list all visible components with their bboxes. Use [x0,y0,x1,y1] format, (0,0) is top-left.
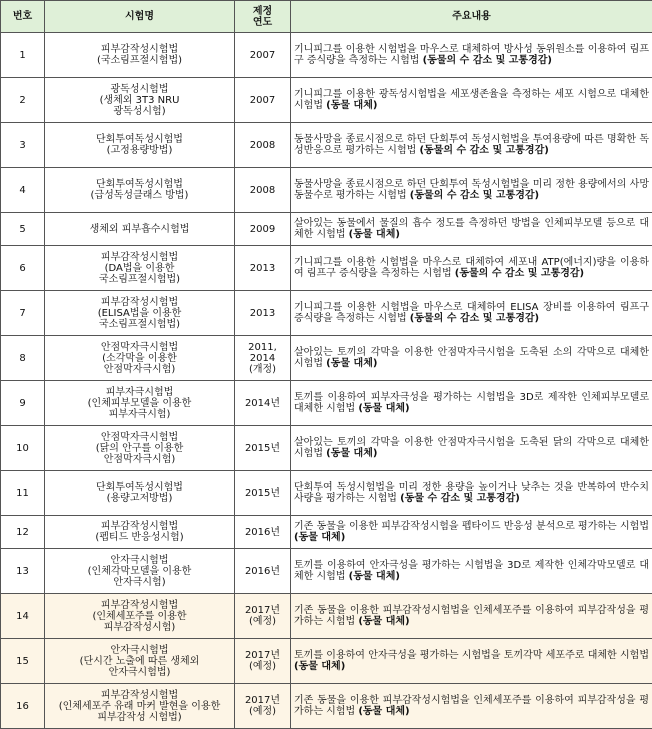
test-name-line: 피부자극시험법 [106,387,174,398]
test-name [45,291,235,336]
enactment-year-line: 2013 [250,308,275,319]
enactment-year [235,78,291,123]
enactment-year [235,33,291,78]
enactment-year-line: 2013 [250,263,275,274]
table-row [1,291,652,336]
content-text: 기니피그를 이용한 시험법을 마우스로 대체하여 방사성 동위원소를 이용하여 림프구 증식량을 측정하는 시험법 [294,44,649,66]
enactment-year [235,426,291,471]
header-year [235,1,291,33]
content-text: 기존 동물을 이용한 피부감작성시험을 펩타이드 반응성 분석으로 평가하는 시험법 [294,521,649,532]
enactment-year-line: 2017년 [245,650,280,661]
test-name-line: (닭의 안구를 이용한 [96,443,184,454]
table-row [1,516,652,549]
row-number: 4 [1,168,45,213]
enactment-year-line: (예정) [249,706,276,717]
table-row [1,123,652,168]
content-highlight: (동물의 수 감소 및 고통경감) [455,268,584,279]
enactment-year [235,594,291,639]
enactment-year-line: 2014년 [245,398,280,409]
test-name-line: 안자극시험법 [111,645,169,656]
enactment-year-line: 2017년 [245,605,280,616]
test-name-line: 피부감작성시험법 [101,521,178,532]
row-number: 5 [1,213,45,246]
content-highlight: (동물의 수 감소 및 고통경감) [419,145,548,156]
content-highlight: (동물 대체) [358,706,409,717]
content-highlight: (동물의 수 감소 및 고통경감) [410,190,539,201]
row-number: 10 [1,426,45,471]
enactment-year-line: 2008 [250,140,275,151]
enactment-year [235,123,291,168]
test-name [45,168,235,213]
row-number: 2 [1,78,45,123]
test-name-line: (국소림프절시험법) [97,55,182,66]
header-no: 번호 [1,1,45,33]
test-name-line: (펩티드 반응성시험) [95,532,183,543]
row-number: 6 [1,246,45,291]
enactment-year-line: 2008 [250,185,275,196]
test-name-line: 국소림프절시험법) [99,274,180,285]
test-name [45,336,235,381]
test-name-line: 안자극시험) [113,577,165,588]
content-highlight: (동물 대체) [349,571,400,582]
content-text: 기존 동물을 이용한 피부감작성시험법을 인체세포주를 이용하여 피부감작성을 평가하는 시험법 [294,605,649,627]
content-highlight: (동물 대체) [294,661,345,672]
test-name [45,471,235,516]
test-name-line: (급성독성클래스 방법) [91,190,189,201]
test-name-line: (인체각막모델을 이용한 [88,566,192,577]
test-name-line: 피부감작성시험법 [101,297,178,308]
test-name-line: 광독성시험법 [111,84,169,95]
main-content [291,123,652,168]
table-row [1,78,652,123]
enactment-year-line: (예정) [249,661,276,672]
test-name-line: (인체세포주를 이용한 [92,611,186,622]
enactment-year-line: 2007 [250,50,275,61]
test-name [45,684,235,729]
test-name-line: (용량고저방법) [107,493,173,504]
content-text: 토끼를 이용하여 안자극성을 평가하는 시험법을 3D로 제작한 인체각막모델로 대체한 시험법 [294,560,649,582]
main-content [291,426,652,471]
table-row [1,381,652,426]
row-number: 9 [1,381,45,426]
content-highlight: (동물의 수 감소 및 고통경감) [410,313,539,324]
table-row [1,213,652,246]
test-name-line: 광독성시험) [113,106,165,117]
header-year-line: 연도 [253,17,272,28]
main-content [291,516,652,549]
table-row [1,246,652,291]
main-content [291,594,652,639]
main-content [291,336,652,381]
content-highlight: (동물 수 감소 및 고통경감) [400,493,520,504]
test-name-line: 단회투여독성시험법 [96,134,183,145]
test-name-line: 안점막자극시험법 [101,342,178,353]
table-row [1,426,652,471]
enactment-year [235,336,291,381]
test-name-line: 피부자극시험) [109,409,171,420]
test-name-line: 안자극시험법 [111,555,169,566]
table-row [1,168,652,213]
enactment-year [235,213,291,246]
enactment-year-line: 2017년 [245,695,280,706]
main-content [291,168,652,213]
enactment-year-line: 2011, [248,342,277,353]
test-name-line: 피부감작성시험법 [101,44,178,55]
test-name-line: 피부감작성시험) [104,622,176,633]
test-name [45,123,235,168]
test-name [45,246,235,291]
row-number: 12 [1,516,45,549]
test-name-line: 단회투여독성시험법 [96,179,183,190]
main-content [291,33,652,78]
main-content [291,213,652,246]
content-highlight: (동물의 수 감소 및 고통경감) [423,55,552,66]
row-number: 16 [1,684,45,729]
main-content [291,684,652,729]
test-name-line: (고정용량방법) [107,145,173,156]
content-text: 토끼를 이용하여 피부자극성을 평가하는 시험법을 3D로 제작한 인체피부모델로 대체한 시험법 [294,392,649,414]
test-name-line: 피부감작성 시험법) [97,712,181,723]
enactment-year-line: 2016년 [245,527,280,538]
test-name-line: 피부감작성시험법 [101,252,178,263]
test-name-line: 안점막자극시험) [104,364,176,375]
table-row [1,684,652,729]
test-name [45,549,235,594]
content-text: 살아있는 토끼의 각막을 이용한 안점막자극시험을 도축된 소의 각막으로 대체한 시험법 [294,347,649,369]
test-name [45,213,235,246]
enactment-year [235,471,291,516]
test-name [45,78,235,123]
test-name-line: 피부감작성시험법 [101,600,178,611]
header-year-line: 제정 [253,6,272,17]
test-name-line: (인체피부모델을 이용한 [88,398,192,409]
enactment-year [235,291,291,336]
test-name [45,594,235,639]
enactment-year [235,381,291,426]
test-name-line: (소각막을 이용한 [102,353,177,364]
main-content [291,639,652,684]
enactment-year-line: 2015년 [245,443,280,454]
enactment-year-line: 2016년 [245,566,280,577]
enactment-year-line: 2015년 [245,488,280,499]
test-name-line: 피부감작성시험법 [101,690,178,701]
header-name: 시험명 [45,1,235,33]
content-text: 기존 동물을 이용한 피부감작성시험법을 인체세포주를 이용하여 피부감작성을 평가하는 시험법 [294,695,649,717]
content-highlight: (동물 대체) [326,358,377,369]
content-highlight: (동물 대체) [326,100,377,111]
enactment-year-line: (예정) [249,616,276,627]
row-number: 14 [1,594,45,639]
test-name [45,516,235,549]
enactment-year [235,516,291,549]
test-name-line: (생체외 3T3 NRU [100,95,180,106]
test-name-line: 안점막자극시험법 [101,432,178,443]
content-text: 동물사망을 종료시점으로 하던 단회투여 독성시험법을 투여용량에 따른 명확한 독성반응으로 평가하는 시험법 [294,134,649,156]
content-highlight: (동물 대체) [349,229,400,240]
content-text: 동물사망을 종료시점으로 하던 단회투여 독성시험법을 미리 정한 용량에서의 사망동물수로 평가하는 시험법 [294,179,649,201]
main-content [291,471,652,516]
test-name-line: 국소림프절시험법) [99,319,180,330]
test-name [45,33,235,78]
content-highlight: (동물 대체) [294,532,345,543]
table-row [1,33,652,78]
test-name [45,639,235,684]
test-name [45,426,235,471]
enactment-year [235,246,291,291]
table-row [1,549,652,594]
row-number: 15 [1,639,45,684]
main-content [291,291,652,336]
enactment-year [235,684,291,729]
test-name-line: 단회투여독성시험법 [96,482,183,493]
main-content [291,246,652,291]
row-number: 8 [1,336,45,381]
enactment-year-line: 2014 [250,353,275,364]
content-text: 단회투여 독성시험법을 미리 정한 용량을 높이거나 낮추는 것을 반복하여 반수치사량을 평가하는 시험법 [294,482,649,504]
test-name [45,381,235,426]
content-text: 기니피그를 이용한 광독성시험법을 세포생존율을 측정하는 세포 시험으로 대체한 시험법 [294,89,649,111]
test-name-line: 안점막자극시험) [104,454,176,465]
row-number: 3 [1,123,45,168]
content-text: 기니피그를 이용한 시험법을 마우스로 대체하여 ELISA 장비를 이용하여 림프구 증식량을 측정하는 시험법 [294,302,649,324]
header-content: 주요내용 [291,1,652,33]
test-name-line: (단시간 노출에 따른 생체외 [80,656,200,667]
table-row [1,639,652,684]
enactment-year [235,639,291,684]
content-highlight: (동물 대체) [358,616,409,627]
enactment-year-line: 2007 [250,95,275,106]
table-body [1,33,652,729]
content-highlight: (동물 대체) [326,448,377,459]
main-content [291,381,652,426]
content-highlight: (동물 대체) [358,403,409,414]
enactment-year-line: 2009 [250,224,275,235]
test-name-line: (인체세포주 유래 마커 발현을 이용한 [59,701,221,712]
enactment-year [235,168,291,213]
row-number: 1 [1,33,45,78]
main-content [291,78,652,123]
test-name-line: (DA법을 이용한 [105,263,175,274]
table-row [1,336,652,381]
table-row [1,471,652,516]
main-content [291,549,652,594]
content-text: 살아있는 동물에서 물질의 흡수 정도를 측정하던 방법을 인체피부모델 등으로 대체한 시험법 [294,218,649,240]
row-number: 13 [1,549,45,594]
enactment-year [235,549,291,594]
test-name-line: (ELISA법을 이용한 [98,308,182,319]
table-row [1,594,652,639]
enactment-year-line: (개정) [249,364,276,375]
test-name-line: 안자극시험법) [109,667,171,678]
content-text: 살아있는 토끼의 각막을 이용한 안점막자극시험을 도축된 닭의 각막으로 대체한 시험법 [294,437,649,459]
content-text: 기니피그를 이용한 시험법을 마우스로 대체하여 세포내 ATP(에너지)량을 이용하여 림프구 증식량을 측정하는 시험법 [294,257,649,279]
row-number: 11 [1,471,45,516]
test-name-line: 생체외 피부흡수시험법 [90,224,190,235]
content-text: 토끼를 이용하여 안자극성을 평가하는 시험법을 토끼각막 세포주로 대체한 시험법 [294,650,649,661]
table-header-row [1,1,652,33]
row-number: 7 [1,291,45,336]
